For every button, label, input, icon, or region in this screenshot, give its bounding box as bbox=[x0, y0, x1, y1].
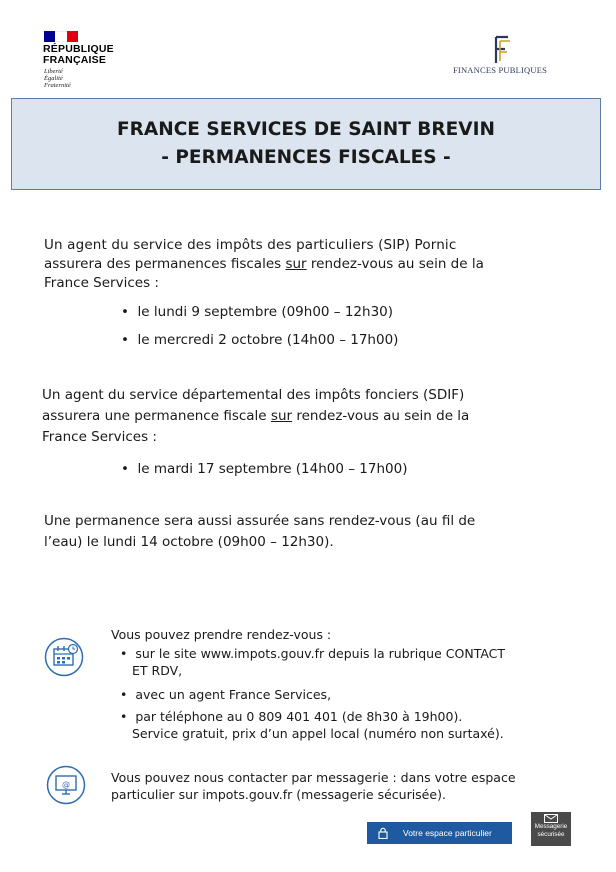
sdif-line1: Un agent du service départemental des impôts fonciers (SDIF) bbox=[42, 387, 465, 403]
rdv-item-3: • par téléphone au 0 809 401 401 (de 8h30 à 19h00). Service gratuit, prix d’un appel local (numéro non surtaxé). bbox=[120, 709, 504, 741]
svg-text:@: @ bbox=[62, 780, 70, 789]
banner-title: FRANCE SERVICES DE SAINT BREVIN bbox=[117, 119, 495, 140]
sdif-paragraph bbox=[42, 385, 469, 448]
republique-line2: FRANÇAISE bbox=[43, 54, 107, 66]
sip-line3: France Services : bbox=[44, 275, 159, 291]
banner-subtitle: - PERMANENCES FISCALES - bbox=[161, 147, 451, 168]
sip-paragraph bbox=[44, 236, 484, 293]
walkin-line1: Une permanence sera aussi assurée sans rendez-vous (au fil de bbox=[44, 513, 476, 529]
republique-flag bbox=[44, 31, 78, 42]
computer-message-icon bbox=[46, 765, 86, 805]
envelope-icon bbox=[544, 814, 558, 823]
sip-line1: Un agent du service des impôts des particuliers (SIP) Pornic bbox=[44, 237, 457, 253]
contact-line1: Vous pouvez nous contacter par messagerie : dans votre espace bbox=[111, 770, 516, 785]
republique-line1: RÉPUBLIQUE bbox=[43, 43, 114, 55]
messagerie-line2: sécurisée bbox=[537, 830, 565, 838]
finances-publiques-logo-icon bbox=[486, 33, 516, 65]
espace-particulier-button[interactable] bbox=[367, 822, 512, 844]
sip-line2: assurera des permanences fiscales sur rendez-vous au sein de la bbox=[44, 256, 484, 272]
sdif-line2: assurera une permanence fiscale sur rendez-vous au sein de la bbox=[42, 408, 470, 424]
calendar-clock-icon bbox=[44, 637, 84, 677]
rdv-item-2: • avec un agent France Services, bbox=[120, 687, 332, 702]
walkin-line2: l’eau) le lundi 14 octobre (09h00 – 12h30). bbox=[44, 534, 334, 550]
sip-date-1: • le lundi 9 septembre (09h00 – 12h30) bbox=[121, 304, 394, 320]
lock-icon bbox=[377, 827, 389, 839]
contact-line2: particulier sur impots.gouv.fr (messagerie sécurisée). bbox=[111, 787, 446, 802]
republique-motto bbox=[44, 68, 71, 89]
motto-egalite: Égalité bbox=[44, 75, 63, 82]
rdv-intro: Vous pouvez prendre rendez-vous : bbox=[111, 627, 332, 642]
messagerie-securisee-button[interactable] bbox=[531, 812, 571, 846]
republique-francaise-logo bbox=[43, 44, 114, 66]
contact-paragraph bbox=[111, 769, 516, 803]
finances-publiques-label: FINANCES PUBLIQUES bbox=[453, 65, 548, 75]
motto-fraternite: Fraternité bbox=[44, 82, 71, 89]
title-banner bbox=[11, 98, 601, 190]
motto-liberte: Liberté bbox=[44, 68, 63, 75]
sip-date-2: • le mercredi 2 octobre (14h00 – 17h00) bbox=[121, 332, 399, 348]
messagerie-line1: Messagerie bbox=[534, 823, 568, 830]
sdif-date-1: • le mardi 17 septembre (14h00 – 17h00) bbox=[121, 461, 408, 477]
espace-particulier-label: Votre espace particulier bbox=[403, 828, 492, 838]
sdif-line3: France Services : bbox=[42, 429, 157, 445]
walkin-paragraph bbox=[44, 511, 475, 553]
rdv-item-1: • sur le site www.impots.gouv.fr depuis la rubrique CONTACT ET RDV, bbox=[120, 646, 506, 678]
